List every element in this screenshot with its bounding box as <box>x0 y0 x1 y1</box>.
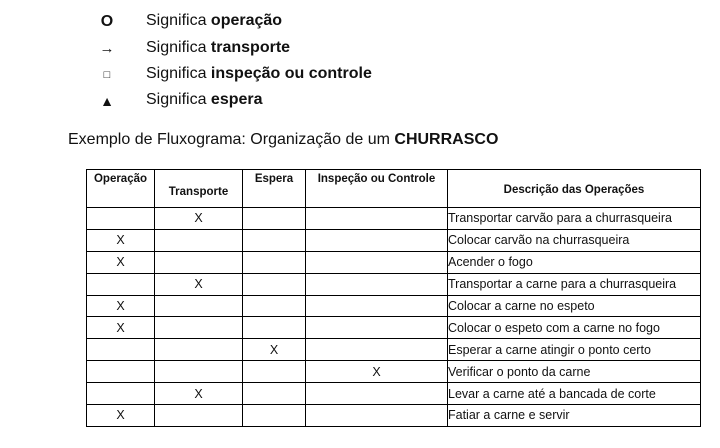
cell-description: Transportar a carne para a churrasqueira <box>448 273 701 295</box>
cell-transport: X <box>155 273 243 295</box>
arrow-right-icon: → <box>99 40 115 57</box>
cell-inspection <box>306 405 448 427</box>
cell-inspection <box>306 339 448 361</box>
cell-transport <box>155 317 243 339</box>
square-icon: □ <box>103 69 111 81</box>
cell-description: Esperar a carne atingir o ponto certo <box>448 339 701 361</box>
cell-description: Colocar o espeto com a carne no fogo <box>448 317 701 339</box>
cell-wait <box>243 361 306 383</box>
cell-operation <box>87 208 155 230</box>
cell-operation <box>87 361 155 383</box>
cell-inspection <box>306 229 448 251</box>
cell-operation: X <box>87 317 155 339</box>
cell-transport <box>155 405 243 427</box>
cell-transport: X <box>155 208 243 230</box>
cell-wait <box>243 229 306 251</box>
cell-operation <box>87 273 155 295</box>
cell-wait <box>243 405 306 427</box>
legend-term: operação <box>210 12 283 29</box>
caption-bold: CHURRASCO <box>394 131 499 148</box>
legend-prefix: Significa <box>146 91 211 108</box>
table-row <box>87 295 701 317</box>
cell-description: Verificar o ponto da carne <box>448 361 701 383</box>
table-row <box>87 317 701 339</box>
cell-wait <box>243 208 306 230</box>
table-row <box>87 405 701 427</box>
table-header-row <box>87 170 701 208</box>
table-row <box>87 208 701 230</box>
cell-operation <box>87 339 155 361</box>
cell-operation: X <box>87 405 155 427</box>
cell-transport <box>155 229 243 251</box>
cell-description: Acender o fogo <box>448 251 701 273</box>
legend-term: transporte <box>210 39 291 56</box>
cell-inspection <box>306 208 448 230</box>
cell-wait <box>243 317 306 339</box>
cell-operation: X <box>87 295 155 317</box>
legend-prefix: Significa <box>146 65 211 82</box>
cell-operation: X <box>87 251 155 273</box>
cell-wait <box>243 295 306 317</box>
cell-inspection <box>306 295 448 317</box>
table-row <box>87 361 701 383</box>
cell-transport <box>155 251 243 273</box>
cell-transport <box>155 295 243 317</box>
cell-description: Colocar carvão na churrasqueira <box>448 229 701 251</box>
header-operation: Operação <box>87 170 155 208</box>
cell-description: Colocar a carne no espeto <box>448 295 701 317</box>
cell-transport <box>155 339 243 361</box>
circle-icon: O <box>100 13 114 30</box>
table-row <box>87 383 701 405</box>
cell-transport <box>155 361 243 383</box>
cell-inspection <box>306 317 448 339</box>
legend-prefix: Significa <box>146 12 211 29</box>
cell-transport: X <box>155 383 243 405</box>
cell-inspection: X <box>306 361 448 383</box>
cell-description: Transportar carvão para a churrasqueira <box>448 208 701 230</box>
table-row <box>87 339 701 361</box>
cell-wait <box>243 273 306 295</box>
header-transport: Transporte <box>155 170 243 208</box>
table-row <box>87 251 701 273</box>
legend-prefix: Significa <box>146 39 211 56</box>
header-description: Descrição das Operações <box>448 170 701 208</box>
header-inspection: Inspeção ou Controle <box>306 170 448 208</box>
cell-wait <box>243 251 306 273</box>
caption-text: Exemplo de Fluxograma: Organização de um <box>68 131 395 148</box>
cell-inspection <box>306 383 448 405</box>
cell-inspection <box>306 251 448 273</box>
cell-operation <box>87 383 155 405</box>
legend-term: inspeção ou controle <box>210 65 372 82</box>
flowchart-table <box>86 169 701 427</box>
cell-operation: X <box>87 229 155 251</box>
caption <box>68 131 498 149</box>
header-wait: Espera <box>243 170 306 208</box>
cell-wait <box>243 383 306 405</box>
table-row <box>87 273 701 295</box>
cell-description: Levar a carne até a bancada de corte <box>448 383 701 405</box>
cell-description: Fatiar a carne e servir <box>448 405 701 427</box>
cell-inspection <box>306 273 448 295</box>
legend-term: espera <box>210 91 263 108</box>
table-row <box>87 229 701 251</box>
triangle-icon: ▲ <box>100 93 114 109</box>
cell-wait: X <box>243 339 306 361</box>
